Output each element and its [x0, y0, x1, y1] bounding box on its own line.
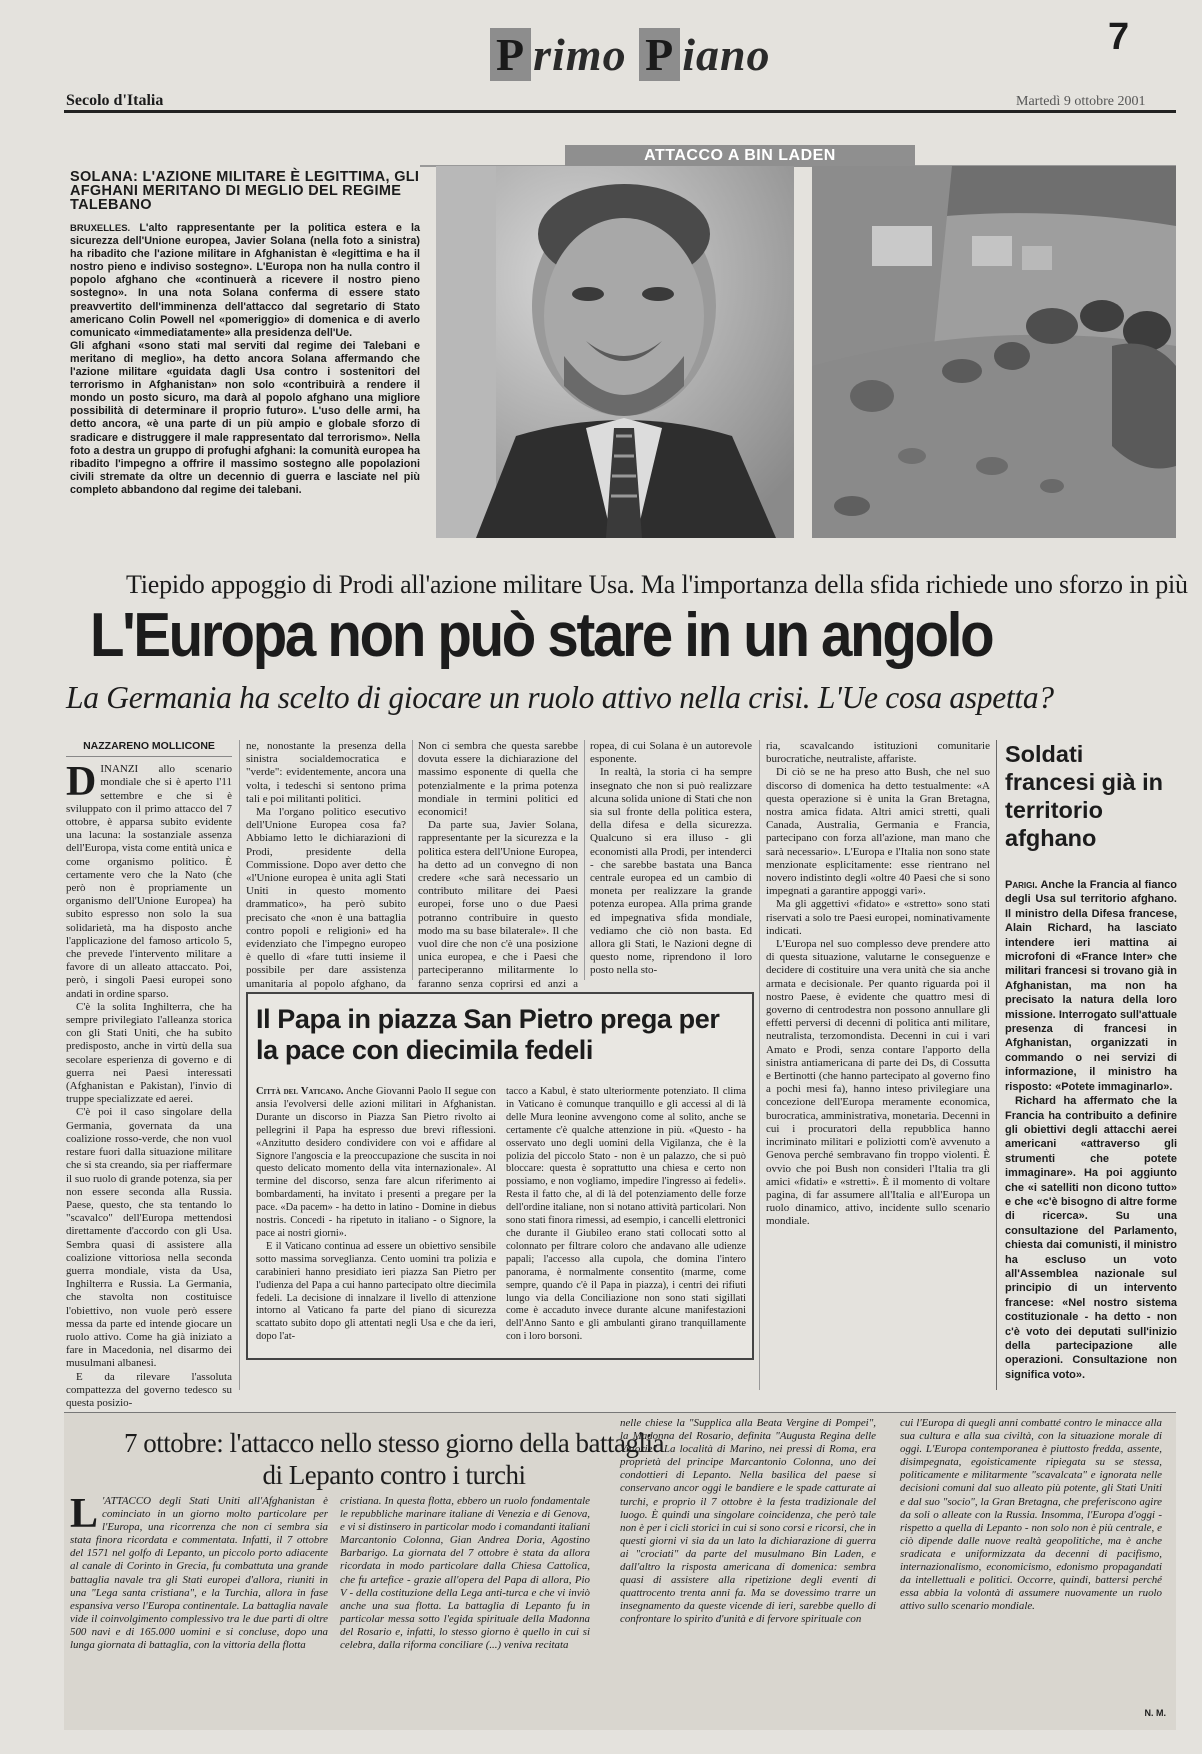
column-rule — [584, 740, 585, 980]
solana-paragraph: L'alto rappresentante per la politica estera e la sicurezza dell'Unione europea, Javier Solana (nella foto a sinistra) ha ribadito che l'azione militare in Afghanistan è «legittima e ha il nostro pieno e indiviso sostegno». L'Europa non ha nulla contro il popolo afghano che «continuerà a ricevere il nostro pieno sostegno». In una nota Solana conferma di essere stato preavvertito dell'imminenza dell'attacco dal segretario di Stato americano Colin Powell nel «pomeriggio» di domenica e di averlo comunicato «immediatamente» alla presidenza dell'Ue. — [70, 222, 421, 339]
lepanto-paragraph: nelle chiese la "Supplica alla Beata Vergine di Pompei", la Madonna del Rosario, definita "Augusta Regina delle Vittorie". La località di Marino, nei pressi di Roma, era proprietà del principe Marcantonio Colonna, uno dei condottieri di Lepanto. Nella basilica del paese si conservano ancor oggi le bandiere e le spade catturate ai turchi, e proprio il 7 ottobre è la festa tradizionale del luogo. È quindi una singolare coincidenza, che però tale non è per i cicli storici in cui si sono corsi e ricorsi, che in questi giorni vi sia da un lato la dichiarazione di guerra ai "crociati" da parte del musulmano Bin Laden, e dall'altro la risposta americana di domenica: sembra quasi di assistere alla ripetizione degli eventi di quattrocento trenta anni fa. Ma se dovessimo trarre un insegnamento da queste vicende di ieri, sarebbe quello di confrontare lo spirito d'unità e di fervore spirituale con — [620, 1417, 876, 1626]
lepanto-column-3 — [620, 1417, 876, 1627]
soldati-paragraph: Anche la Francia al fianco degli Usa sul territorio afghano. Il ministro della Difesa francese, Alain Richard, ha lasciato intendere ieri mattina ai microfoni di «France Inter» che militari francesi si trovano già in Afghanistan, ma non ha precisato la natura della loro missione. Interrogato sull'attuale presenza di francesi in Afghanistan, organizzati in commando o nei servizi di informazione, il ministro ha risposto: «Potete immaginarlo». — [1005, 879, 1177, 1093]
article-paragraph: Di ciò se ne ha preso atto Bush, che nel suo discorso di domenica ha detto testualmente: «A questa operazione si è unita la Gran Bretagna, nostra amica fidata. Altri amici stretti, quali Canada, Australia, Germania e Francia, partecipano con forza all'azione, man mano che sarà necessario». L'Europa e l'Italia non sono state menzionate esplicitamente: esse rientrano nel novero indistinto degli «oltre 40 Paesi che si sono impegnati a garantire appoggi vari». — [766, 766, 990, 898]
lepanto-headline: 7 ottobre: l'attacco nello stesso giorno della battaglia di Lepanto contro i turchi — [124, 1428, 664, 1490]
solana-body — [66, 218, 424, 497]
lepanto-paragraph: cristiana. In questa flotta, ebbero un ruolo fondamentale le repubbliche marinare italiane di Venezia e di Genova, e vi si distinsero in particolar modo i comandanti italiani Marcantonio Colonna, Gian Andrea Doria, Agostino Barbarigo. La giornata del 7 ottobre è stata da allora ricordata in modo particolare dalla Chiesa Cattolica, che fu artefice - grazie all'opera del Papa di allora, Pio V - della costituzione della Lega anti-turca e che vi inviò anche una sua flotta. La battaglia di Lepanto fu in particolar messa sotto l'egida spirituale della Madonna del Rosario e, infatti, lo stesso giorno è quello in cui si celebra, dalla riforma conciliare (...) veniva recitata — [340, 1495, 590, 1652]
lepanto-paragraph: cui l'Europa di quegli anni combatté contro le minacce alla sua cultura e alla sua civiltà, con la situazione morale di oggi. L'Europa contemporanea è piuttosto fredda, assente, disimpegnata, egoisticamente ripiegata su se stessa, politicamente e militarmente "scavalcata" e ignorata nelle decisioni comuni dal suo alleato più potente, gli Stati Uniti e dal suo "socio", la Gran Bretagna, che preferiscono agire da soli o alleate con la Russia. Insomma, l'Europa d'oggi - rispetto a quella di Lepanto - non solo non è più centrale, e ciò dipende dalle nuove realtà geopolitiche, ma è anche sradicata e uniformizzata da decenni di pacifismo, internazionalismo, economicismo, edonismo propagandati da intellettuali e politici. Occorre, quindi, battersi perché essa abbia la volontà di assumere nuovamente un ruolo attivo sullo scenario mondiale. — [900, 1417, 1162, 1613]
column-rule — [239, 740, 240, 1390]
refugees-photo — [812, 166, 1176, 538]
papa-headline: Il Papa in piazza San Pietro prega per la pace con diecimila fedeli — [256, 1004, 720, 1065]
section-kicker: ATTACCO A BIN LADEN — [565, 145, 915, 167]
papa-paragraph: E il Vaticano continua ad essere un obiettivo sensibile sotto massima sorveglianza. Cento uomini tra polizia e carabinieri hanno presidiato ieri piazza San Pietro per l'udienza del Papa a cui hanno partecipato oltre diecimila fedeli. La decisione di innalzare il livello di attenzione intorno al Vaticano fa parte del piano di sicurezza scattato subito dopo gli attentati negli Usa e che da ieri, dopo l'at- — [256, 1240, 496, 1343]
article-paragraph: ne, nonostante la presenza della sinistra socialdemocratica e "verde": evidentemente, ancora una volta, i tedeschi si sentono prima tali e poi militanti politici. — [246, 740, 406, 805]
solana-paragraph: Gli afghani «sono stati mal serviti dal regime dei Talebani e meritano di meglio», ha detto ancora Solana affermando che l'azione militare «guidata dagli Usa contro i sostenitori del terrorismo in Afghanistan» non solo «contribuirà a rendere il mondo un posto sicuro, ma darà al popolo afghano una migliore possibilità di determinare il proprio futuro». L'uso delle armi, ha detto ancora, «è una parte di un più ampio e globale sforzo di sradicare e distruggere il male rappresentato dal terrorismo». Nella foto a destra un gruppo di profughi afghani: la comunità europea ha ribadito l'impegno a offrire il massimo sostegno alle popolazioni civili stremate da oltre un decennio di guerra e lasciate nel più completo abbandono dal regime dei talebani. — [70, 339, 420, 496]
column-rule — [759, 740, 760, 1390]
main-headline: L'Europa non può stare in un angolo — [90, 601, 993, 670]
column-rule — [412, 740, 413, 980]
lepanto-dropcap: L — [70, 1491, 99, 1537]
main-deck: Tiepido appoggio di Prodi all'azione militare Usa. Ma l'importanza della sfida richiede uno sforzo in più — [126, 570, 1188, 599]
article-column-1 — [66, 740, 232, 1409]
article-paragraph: ropea, di cui Solana è un autorevole esponente. — [590, 740, 752, 766]
article-column-2 — [246, 740, 406, 990]
article-paragraph: Ma gli aggettivi «fidato» e «stretto» sono stati riservati a solo tre Paesi europei, nominativamente indicati. — [766, 898, 990, 937]
lepanto-signature: N. M. — [1144, 1708, 1166, 1718]
lepanto-column-1 — [70, 1491, 328, 1652]
solana-dateline: BRUXELLES. — [70, 223, 131, 234]
papa-dateline: Città del Vaticano. — [256, 1086, 344, 1097]
solana-headline: SOLANA: L'AZIONE MILITARE È LEGITTIMA, GLI AFGHANI MERITANO DI MEGLIO DEL REGIME TALEBANO — [70, 169, 420, 213]
article-paragraph: E da rilevare l'assoluta compattezza del governo tedesco su questa posizio- — [66, 1370, 232, 1409]
lepanto-paragraph: 'ATTACCO degli Stati Uniti all'Afghanistan è cominciato in un giorno molto particolare per l'Europa, una ricorrenza che non ci sembra sia stata finora ricordata e commentata. Infatti, il 7 ottobre del 1571 nel golfo di Lepanto, un piccolo porto adiacente al canale di Corinto in Grecia, fu combattuta una grande battaglia navale tra gli Stati europei d'allora, riuniti in una "Lega santa cristiana", e la Turchia, allora in fase espansiva verso l'Europa continentale. La battaglia navale vide il coinvolgimento complessivo tra le due parti di oltre 500 navi e di 165.000 uomini e si concluse, dopo una lunga giornata di battaglia, con la vittoria della flotta — [70, 1495, 328, 1652]
article-paragraph: C'è la solita Inghilterra, che ha sempre privilegiato l'alleanza storica con gli Stati Uniti, che ha subito predisposto, anche in virtù della sua secolare esperienza di governo e di guerra nei Paesi interessati (Afghanistan e Pakistan), l'invio di truppe specializzate ed aerei. — [66, 1000, 232, 1106]
section-title-cap-b: P — [639, 28, 680, 81]
solana-article — [66, 166, 424, 538]
article-paragraph: In realtà, la storia ci ha sempre insegnato che non si può realizzare alcuna solida unione di Stati che non sia sul fronte della politica estera, della difesa e della sicurezza. Qualcuno si era illuso - gli economisti alla Prodi, per intenderci - che sarebbe bastata una Banca centrale europea ed un cambio di moneta per realizzare la grande potenza europea. Alla prima grande ed impegnativa sfida mondiale, vediamo che ciò non basta. Ed allora gli Stati, le Nazioni degne di questo nome, riprendono il loro posto nella sto- — [590, 766, 752, 977]
byline: NAZZARENO MOLLICONE — [66, 740, 232, 757]
solana-portrait-photo — [436, 166, 794, 538]
dropcap: D — [66, 759, 97, 806]
article-paragraph: C'è poi il caso singolare della Germania, governata da una coalizione rosso-verde, che non vuol restare fuori dalla situazione militare che si sta creando, sia per riaffermare il suo ruolo di grande potenza, sia per non essere seconda alla Russia. Paese, questo, che sta tentando lo "scavalco" dell'Europa mettendosi direttamente d'accordo con gli Usa. Sembra quasi di assistere alla coalizione vittoriosa nella seconda guerra mondiale, vista da Usa, Inghilterra e Russia. La Germania, che stavolta non costituisce l'obiettivo, non vuole però essere messa da parte ed intende giocare un ruolo attivo. Come ha già iniziato a fare in Macedonia, nel disarmo dei musulmani albanesi. — [66, 1106, 232, 1370]
main-subhead: La Germania ha scelto di giocare un ruolo attivo nella crisi. L'Ue cosa aspetta? — [66, 680, 1054, 715]
section-title — [490, 28, 771, 81]
papa-column-1 — [256, 1086, 496, 1344]
lepanto-column-2 — [340, 1495, 590, 1652]
column-rule — [996, 740, 997, 1390]
papa-paragraph: tacco a Kabul, è stato ulteriormente potenziato. Il clima in Vaticano è comunque tranquillo e gli accessi al di là delle Mura leonine avvengono come al solito, anche se certamente c'è qualche attenzione in più. «Questo - ha osservato uno degli uomini della Vigilanza, che è la polizia del piccolo Stato - non è un palazzo, che si può bloccare: questa è soprattutto una chiesa e certo non possiamo, e non vogliamo, impedire l'ingresso ai fedeli». Resta il fatto che, al di là del potenziamento delle forze dell'ordine italiane, non si notano attività particolari. Non sono stati finora rimessi, ad esempio, i cancelli elettronici che durante il Giubileo erano stati collocati sotto al colonnato per filtrare coloro che andavano alle udienze papali; l'accesso alla cupola, che domina l'intero panorama, è normalmente consentito (marme, come sempre, quando c'è il Papa in piazza), i centri dei rifiuti lungo via della Conciliazione non sono stati sigillati come è accaduto invece durante alcune manifestazioni dell'Anno Santo e gli ambulanti girano tranquillamente con i loro borsoni. — [506, 1086, 746, 1343]
article-paragraph: Da parte sua, Javier Solana, rappresentante per la sicurezza e la politica estera dell'Unione Europea, ha detto ad un convegno di non credere «che sarà necessario un contributo militare dei Paesi europei, forse uno o due Paesi potranno contribuire in questo modo ma su base bilaterale». Il che vuol dire che non c'è una posizione unica europea, e che i Paesi che parteciperanno militarmente lo faranno senza coprirsi ed anzi a — [418, 819, 578, 990]
article-paragraph: L'Europa nel suo complesso deve prendere atto di questa situazione, valutarne le conseguenze e decidere di costituire una vera unità che sia anche armata e decisionale. Per quanto riguarda poi il nostro Paese, è evidente che quattro mesi di governo di centrodestra non possono annullare gli effetti perversi di decenni di politica anti militare, neutralista, terzomondista. Decenni in cui i vari Amato e Prodi, senza contare l'apporto della sinistra antiamericana di parte dei Ds, di Cossutta e Bertinotti (che hanno partecipato al governo fino a pochi mesi fa), hanno inteso privilegiare una concezione dell'Europa meramente economica, burocratica, amministrativa, monetaria. Decenni in cui i procuratori della repubblica hanno incriminato militari e poliziotti com'è avvenuto a Genova perché sembravano fin troppo violenti. È ovvio che poi Bush non considerì l'Italia tra gli amici «fidati» e «stretti». È il momento di voltare pagina, di far assumere all'Italia e all'Europa un ruolo dinamico, attivo, incidente sullo scenario mondiale. — [766, 938, 990, 1228]
soldati-body — [1005, 878, 1177, 1382]
soldati-paragraph: Richard ha affermato che la Francia ha contribuito a definire gli obiettivi degli attacchi aerei americani «attraverso gli strumenti che potete immaginare». Ha poi aggiunto che «i satelliti non dicono tutto» e che «c'è bisogno di altre forme di ricerca». Su una consultazione del Parlamento, chiesta dai comunisti, il ministro ha escluso un voto all'Assemblea nazionale sul principio di un intervento francese: «Nel nostro sistema costituzionale - ha detto - non c'è voto dei deputati sull'inizio della partecipazione alle operazioni. Consultazione non significa voto». — [1005, 1095, 1177, 1381]
header-rule — [64, 110, 1176, 113]
article-column-3 — [418, 740, 578, 990]
publication-date: Martedì 9 ottobre 2001 — [1016, 94, 1146, 109]
article-paragraph: ria, scavalcando istituzioni comunitarie burocratiche, neutraliste, affariste. — [766, 740, 990, 766]
article-column-4 — [590, 740, 752, 980]
lepanto-article-box — [64, 1412, 1176, 1730]
article-paragraph: INANZI allo scenario mondiale che si è aperto l'11 settembre e che si è sviluppato con il primo attacco del 7 ottobre, è apparsa subito evidente una lacuna: la sostanziale assenza dell'Europa, vista come entità unica e come organismo politico. È certamente vero che la Nato (che però non è propriamente un organismo dell'Unione Europea) ha subito espresso non solo la sua solidarietà, ma ha disposto anche l'applicazione del famoso articolo 5, che prevede l'intervento militare a favore di un alleato attaccato. Poi, però, i singoli Paesi europei sono andati in ordine sparso. — [66, 763, 232, 1000]
article-column-5 — [766, 740, 990, 1390]
lepanto-column-4 — [900, 1417, 1162, 1613]
section-title-cap-a: P — [490, 28, 531, 81]
soldati-dateline: Parigi. — [1005, 879, 1038, 891]
soldati-headline: Soldati francesi già in territorio afghano — [1005, 741, 1164, 851]
article-paragraph: Ma l'organo politico esecutivo dell'Unione Europea cosa fa? Abbiamo letto le dichiarazioni di Prodi, presidente della Commissione. Dopo aver detto che «l'Unione europea è unita agli Stati Uniti in questo momento drammatico», ha però subito precisato che «non è una battaglia contro popoli e religioni» ed ha evidenziato che l'impegno europeo è quello di «fare tutti insieme il possibile per dare assistenza umanitaria al popolo afghano, da — [246, 806, 406, 990]
page-number: 7 — [1108, 16, 1130, 58]
section-title-word-b: iano — [682, 29, 771, 80]
papa-article-box — [246, 992, 754, 1360]
papa-paragraph: Anche Giovanni Paolo II segue con ansia l'evolversi delle azioni militari in Afghanistan. Durante un discorso in Piazza San Pietro rivolto ai pellegrini il Papa ha espresso due brevi riflessioni. «Anzitutto desidero condividere con voi e affidare al Signore l'angoscia e la preoccupazione che suscita in noi questo delicato momento della vita internazionale». Al termine del discorso, senza fare alcun riferimento ai bombardamenti, ha invitato i presenti a pregare per la pace. «Da pacem» - ha detto in latino - Domine in diebus nostris. Concedi - ha ripetuto in italiano - o Signore, la pace ai nostri giorni». — [256, 1086, 496, 1239]
papa-column-2 — [506, 1086, 746, 1344]
publication-name: Secolo d'Italia — [66, 92, 164, 109]
article-paragraph: Non ci sembra che questa sarebbe dovuta essere la dichiarazione del massimo esponente di quella che potenzialmente e la prima potenza mondiale in termini politici ed economici! — [418, 740, 578, 819]
section-title-word-a: rimo — [533, 29, 627, 80]
